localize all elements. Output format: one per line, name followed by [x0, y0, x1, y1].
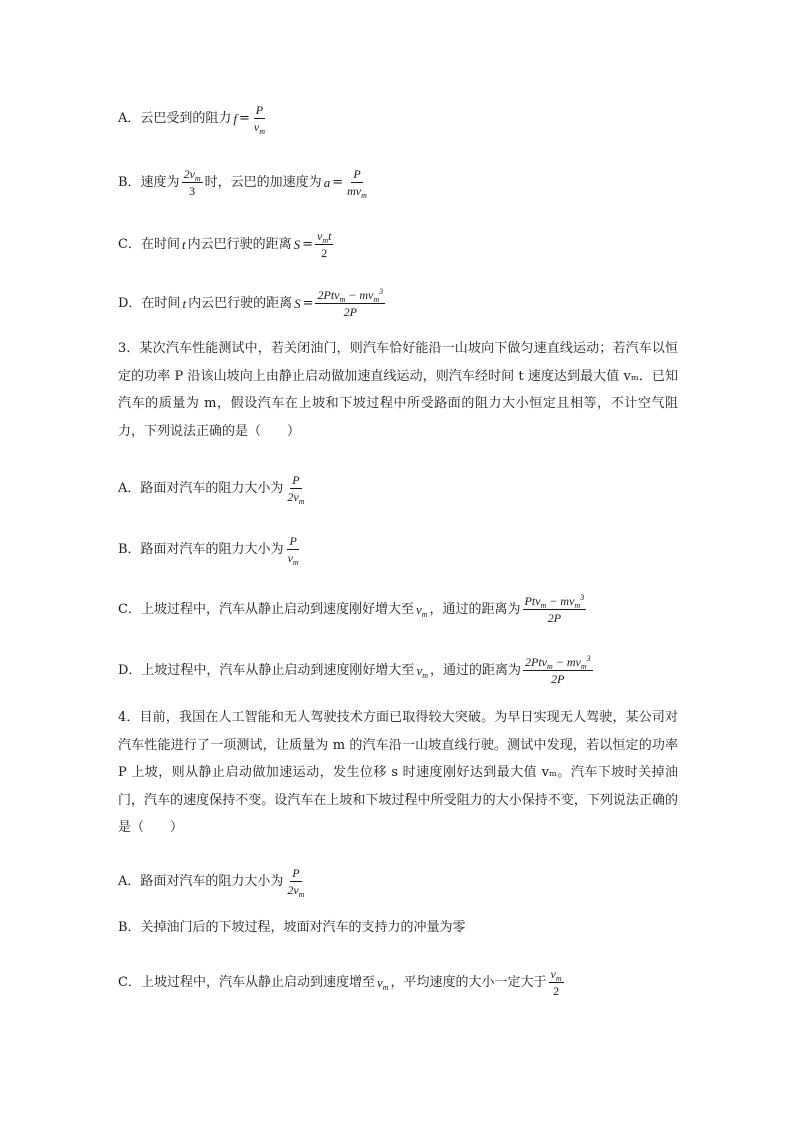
q4-option-a-fraction: [285, 866, 306, 897]
q2-option-b-var: a: [323, 174, 331, 190]
q2-option-c-t: t: [181, 236, 186, 252]
q3-option-d-mid: ，通过的距离为: [430, 662, 522, 678]
fraction-denominator: 2P: [551, 672, 565, 686]
q2-option-c-label-mid: 内云巴行驶的距离: [187, 236, 292, 252]
q3-option-d-vm: $v_m$: [416, 662, 428, 680]
q4-option-a-label: A．路面对汽车的阻力大小为: [118, 873, 284, 889]
fraction-denominator: $v_m$: [287, 551, 299, 567]
q2-option-b-label-pre: B．速度为: [118, 174, 180, 190]
q2-option-b-fraction: [345, 167, 369, 198]
q2-option-c-var: S: [293, 236, 301, 252]
q3-option-c-fraction: [523, 594, 587, 625]
fraction-denominator: $mv_m$: [347, 184, 367, 200]
q2-option-d-fraction: [315, 288, 385, 319]
q3-option-a-label: A．路面对汽车的阻力大小为: [118, 480, 284, 496]
q2-option-b-speed-fraction: [182, 167, 203, 198]
q3-option-c-label: C．上坡过程中，汽车从静止启动到速度刚好增大至: [118, 601, 414, 617]
fraction-denominator: 3: [189, 184, 196, 198]
q3-option-d-fraction: [523, 655, 593, 686]
q3-option-b-label: B．路面对汽车的阻力大小为: [118, 541, 284, 557]
q2-option-d-label-mid: 内云巴行驶的距离: [188, 295, 293, 311]
q3-option-c-vm: $v_m$: [415, 601, 428, 619]
fraction-numerator: $2v_m$: [183, 167, 201, 183]
q2-option-d-t: t: [182, 295, 187, 311]
q2-option-d-label-pre: D．在时间: [118, 295, 181, 311]
fraction-numerator: P: [353, 167, 361, 181]
fraction-numerator: $2Ptv_m - mv_m^3$: [317, 287, 384, 304]
q4-option-b-label: B．关掉油门后的下坡过程，坡面对汽车的支持力的冲量为零: [118, 920, 466, 935]
q2-option-a-fraction: [252, 103, 267, 134]
fraction-denominator: $2v_m$: [287, 883, 305, 899]
q3-option-a-fraction: [285, 473, 306, 504]
q4-option-b: [118, 918, 466, 938]
q3-option-b-fraction: [286, 534, 301, 565]
fraction-numerator: P: [255, 103, 264, 117]
q2-option-a-var: f: [233, 110, 238, 126]
fraction-numerator: $v_mt$: [317, 229, 332, 245]
q4-option-c: [118, 967, 566, 998]
fraction-denominator: $2v_m$: [287, 490, 305, 506]
fraction-numerator: P: [292, 866, 300, 880]
q3-option-a: [118, 473, 309, 504]
q2-option-d-var: S: [294, 295, 301, 311]
fraction-numerator: $2Ptv_m - mv_m^3$: [525, 654, 591, 671]
q2-option-c-label-pre: C．在时间: [118, 236, 180, 252]
q4-option-a: [118, 866, 309, 897]
q2-option-c: C．在时间 t 内云巴行驶的距离 S = $\frac{v_mt}{2}$: [118, 229, 332, 260]
fraction-numerator: $v_m$: [550, 967, 562, 983]
q2-option-c-fraction: [315, 229, 333, 260]
q4-option-c-mid: ，平均速度的大小一定大于: [390, 974, 547, 990]
q2-option-b: B．速度为 $\frac{2v_m}{3}$ 时，云巴的加速度为 a = $\frac{P}{mv_m}$: [118, 167, 367, 200]
q2-option-b-label-mid: 时，云巴的加速度为: [204, 174, 322, 190]
fraction-numerator: P: [289, 534, 297, 548]
q3-option-c-mid: ，通过的距离为: [429, 601, 521, 617]
fraction-denominator: 2: [321, 246, 328, 260]
q3-option-d-label: D．上坡过程中，汽车从静止启动到速度刚好增大至: [118, 662, 415, 678]
fraction-denominator: $v_m$: [253, 120, 266, 136]
q2-option-a-label: A．云巴受到的阻力: [118, 110, 232, 126]
q3-option-c: [118, 594, 588, 625]
q3-stem: 3．某次汽车性能测试中，若关闭油门，则汽车恰好能沿一山坡向下做匀速直线运动；若汽车以恒定的功率 P 沿该山坡向上由静止启动做加速直线运动，则汽车经时间 t 速度达到最大值 vₘ．已知汽车的质量为 m，假设汽车在上坡和下坡过程中所受路面的阻力大小恒定且相等，不计空气阻力，下列说法正确的是（ ）: [118, 341, 678, 439]
q4-option-c-vm: $v_m$: [376, 974, 389, 992]
fraction-denominator: 2P: [343, 305, 357, 319]
fraction-numerator: P: [292, 473, 300, 487]
q3-option-d: [118, 655, 595, 686]
q4-option-c-label: C．上坡过程中，汽车从静止启动到速度增至: [118, 974, 375, 990]
fraction-denominator: 2P: [547, 611, 562, 625]
q3-option-b: [118, 534, 303, 565]
q2-option-d: D．在时间 t 内云巴行驶的距离 S = $\frac{2Ptv_m - mv_m^3}{2P}$: [118, 287, 384, 319]
fraction-denominator: 2: [553, 984, 560, 998]
q2-option-a: A．云巴受到的阻力 f = $\frac{P}{v_m}$: [118, 103, 266, 136]
q4-stem: 4．目前，我国在人工智能和无人驾驶技术方面已取得较大突破。为早日实现无人驾驶，某公司对汽车性能进行了一项测试，让质量为 m 的汽车沿一山坡直线行驶。测试中发现，若以恒定的功率 P 上坡，则从静止启动做加速运动，发生位移 s 时速度刚好达到最大值 vₘ。汽车下坡时关掉油门，汽车的速度保持不变。设汽车在上坡和下坡过程中所受阻力的大小保持不变，下列说法正确的是（ ）: [118, 710, 678, 835]
fraction-numerator: $Ptv_m - mv_m^3$: [524, 593, 585, 610]
q4-option-c-fraction: [549, 967, 564, 998]
